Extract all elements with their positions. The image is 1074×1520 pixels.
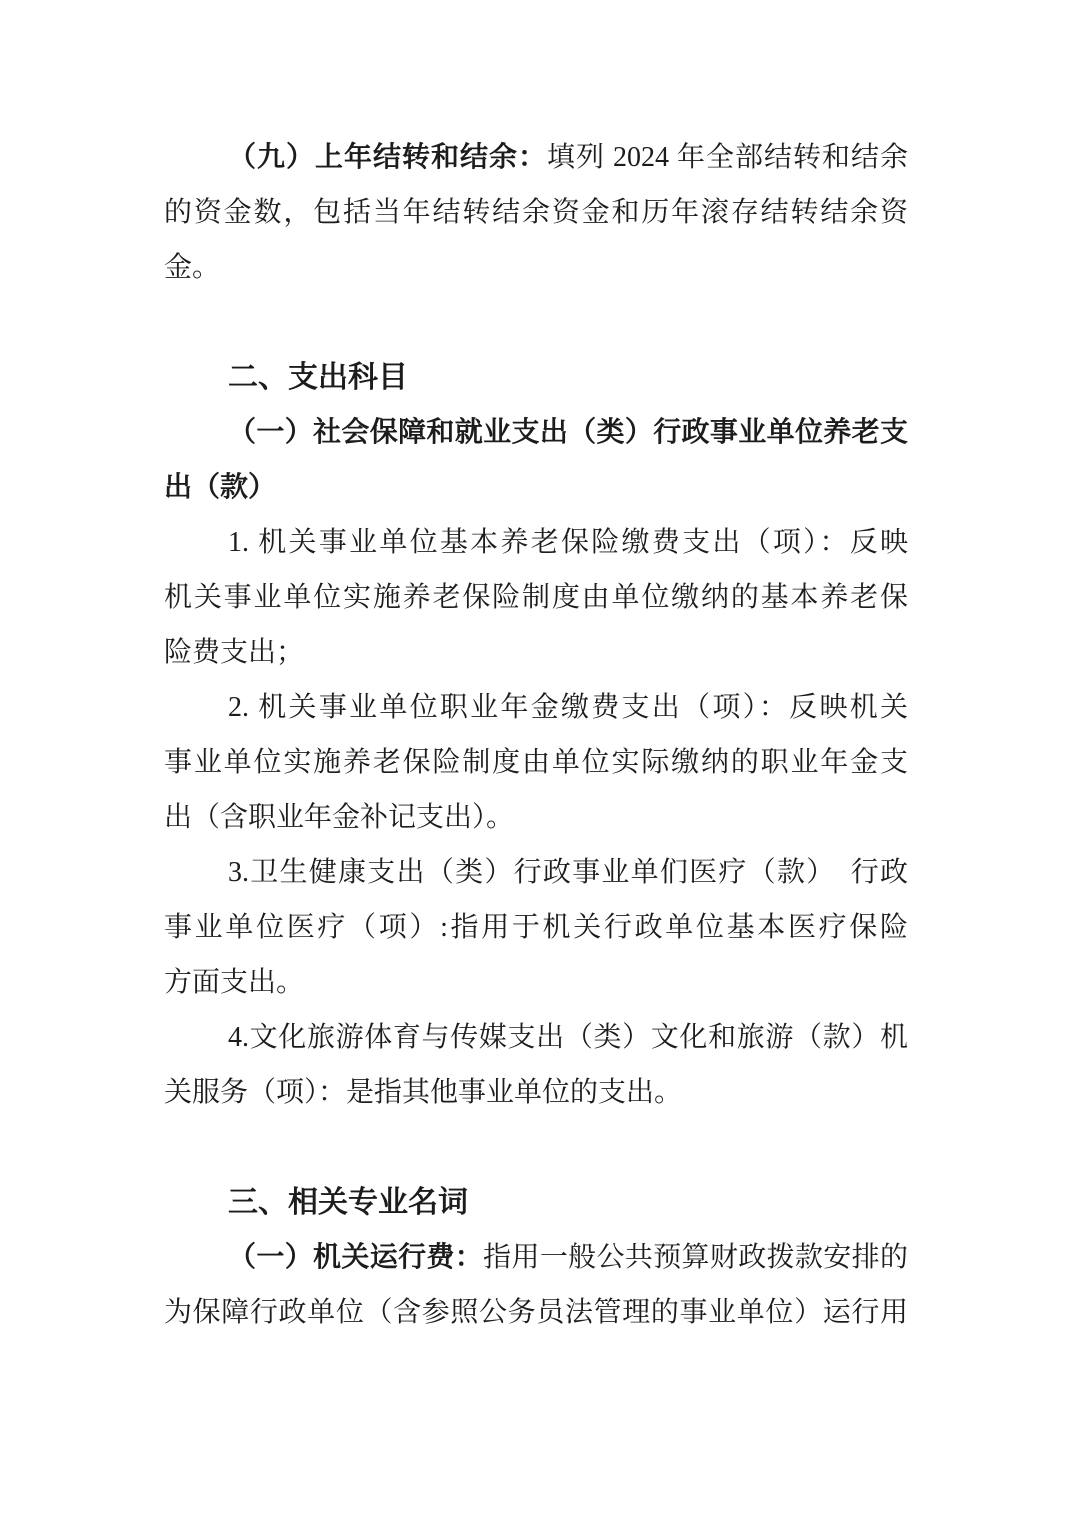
text-line: 3.卫生健康支出（类）行政事业单们医疗（款） 行政 <box>228 857 908 888</box>
paragraph-carryover-balance <box>164 130 908 295</box>
text-line: 2. 机关事业单位职业年金缴费支出（项）：反映机关 <box>228 692 908 723</box>
text-line: 方面支出。 <box>164 967 305 998</box>
item-culture-tourism-expense <box>164 1010 908 1120</box>
paragraph-lead-carryover: （九）上年结转和结余： <box>228 142 547 173</box>
paragraph-lead-operating-fee: （一）机关运行费： <box>228 1242 484 1273</box>
text-line: 关服务（项）：是指其他事业单位的支出。 <box>164 1077 683 1108</box>
paragraph-body-operating-fee: 指用一般公共预算财政拨款安排的 <box>483 1242 908 1273</box>
item-health-expense <box>164 845 908 1010</box>
item-occupational-annuity-contribution <box>164 680 908 845</box>
heading-related-terms: 三、相关专业名词 <box>228 1186 468 1219</box>
text-line: 险费支出； <box>164 637 305 668</box>
text-line: 出（款） <box>164 472 277 503</box>
text-line: 1. 机关事业单位基本养老保险缴费支出（项）：反映 <box>228 527 908 558</box>
paragraph-body-carryover: 填列 2024 年全部结转和结余 <box>547 142 908 173</box>
text-line: 的资金数，包括当年结转结余资金和历年滚存结转结余资 <box>164 197 908 228</box>
text-line: （一）社会保障和就业支出（类）行政事业单位养老支 <box>228 417 908 448</box>
text-line: 事业单位实施养老保险制度由单位实际缴纳的职业年金支 <box>164 747 908 778</box>
text-line: 事业单位医疗（项）:指用于机关行政单位基本医疗保险 <box>164 912 908 943</box>
text-line: 金。 <box>164 252 221 283</box>
text-line: 4.文化旅游体育与传媒支出（类）文化和旅游（款）机 <box>228 1022 908 1053</box>
text-line: 机关事业单位实施养老保险制度由单位缴纳的基本养老保 <box>164 582 908 613</box>
text-line: 出（含职业年金补记支出）。 <box>164 802 515 833</box>
subheading-social-security-expense <box>164 405 908 515</box>
item-basic-pension-contribution <box>164 515 908 680</box>
text-line: 为保障行政单位（含参照公务员法管理的事业单位）运行用 <box>164 1297 908 1328</box>
text-line <box>164 1230 908 1285</box>
text-line <box>164 130 908 185</box>
paragraph-agency-operating-fee <box>164 1230 908 1340</box>
heading-expense-subjects: 二、支出科目 <box>228 361 408 394</box>
